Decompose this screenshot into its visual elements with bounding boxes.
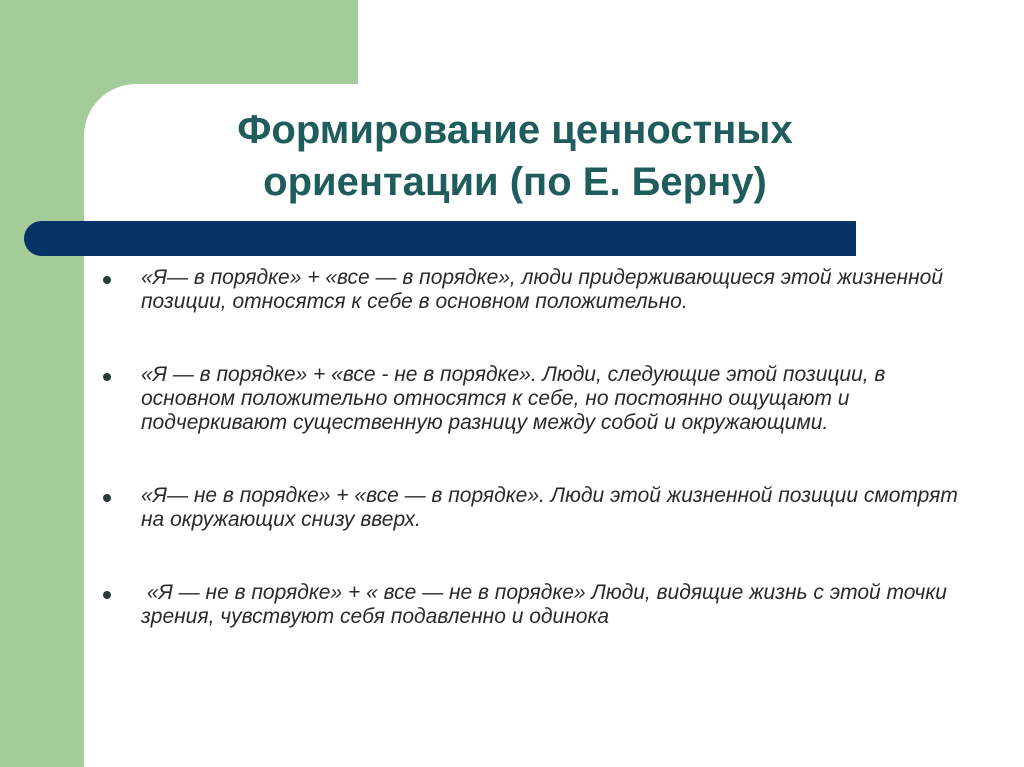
slide-title-line-2: ориентации (по Е. Берну) [263,160,767,204]
slide-title [120,104,910,208]
bullet-text: «Я — не в порядке» + « все — не в порядке» Люди, видящие жизнь с этой точки зрения, чувствуют себя подавленно и одинока [141,581,953,628]
title-divider-bar [24,221,856,256]
slide-title-line-1: Формирование ценностных [237,108,793,152]
bullet-dot-icon [103,591,111,599]
bullet-text: «Я— не в порядке» + «все — в порядке». Люди этой жизненной позиции смотрят на окружающих снизу вверх. [141,484,958,531]
bullet-dot-icon [103,494,111,502]
list-item [100,363,960,435]
bullet-dot-icon [103,276,111,284]
list-item [100,266,960,314]
list-item [100,484,960,532]
bullet-list [100,266,960,629]
bullet-dot-icon [103,373,111,381]
bullet-text: «Я— в порядке» + «все — в порядке», люди придерживающиеся этой жизненной позиции, относятся к себе в основном положительно. [141,266,944,313]
list-item [100,581,960,629]
bullet-text: «Я — в порядке» + «все - не в порядке». Люди, следующие этой позиции, в основном положительно относятся к себе, но постоянно ощущают и подчеркивают существенную разницу между собой и окружающими. [141,363,886,434]
